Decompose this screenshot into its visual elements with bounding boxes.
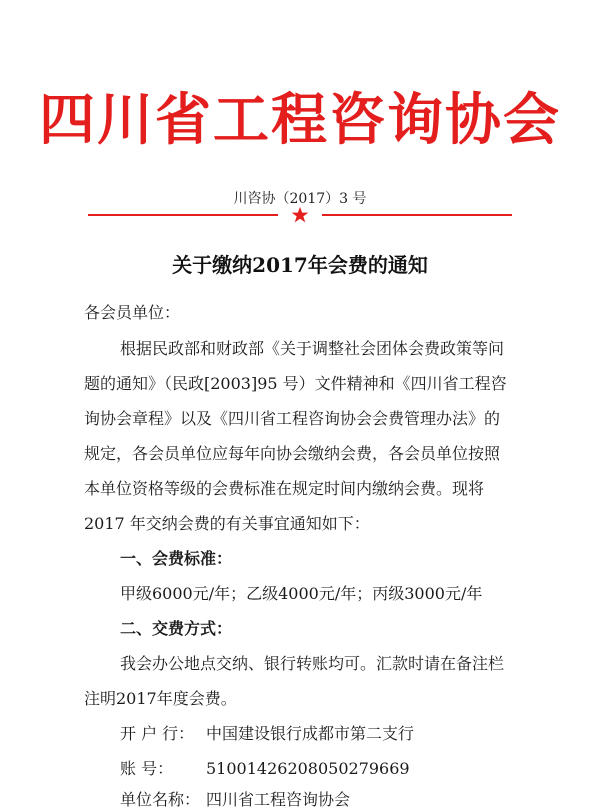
section-heading-fee-standard: 一、会费标准： [120,549,233,568]
payment-method-line: 注明2017年度会费。 [84,689,237,708]
star-icon [291,206,309,224]
header-divider [88,206,512,224]
bank-info-row [120,724,414,744]
unit-name-row [120,790,350,810]
organization-title: 四川省工程咨询协会 [39,87,561,153]
body-line: 2017 年交纳会费的有关事宜通知如下： [84,514,370,533]
salutation: 各会员单位： [84,303,181,322]
document-number: 川咨协（2017）3 号 [233,191,367,207]
account-label: 账 号： [120,759,174,778]
unit-label: 单位名称： [120,790,201,809]
account-info-row [120,759,410,779]
body-line: 题的通知》（民政[2003]95 号）文件精神和《四川省工程咨 [84,374,507,393]
section-heading-payment-method: 二、交费方式： [120,619,233,638]
body-line: 本单位资格等级的会费标准在规定时间内缴纳会费。现将 [84,479,485,498]
body-line: 根据民政部和财政部《关于调整社会团体会费政策等问 [120,339,505,358]
bank-label: 开 户 行： [120,724,195,743]
payment-method-line: 我会办公地点交纳、银行转账均可。汇款时请在备注栏 [120,654,505,673]
bank-value: 中国建设银行成都市第二支行 [206,724,415,743]
account-value: 51001426208050279669 [206,759,410,778]
body-line: 询协会章程》以及《四川省工程咨询协会会费管理办法》的 [84,409,501,428]
red-rule-left [88,214,278,216]
red-rule-right [322,214,512,216]
fee-standard-text: 甲级6000元/年；乙级4000元/年；丙级3000元/年 [120,584,483,603]
notice-title: 关于缴纳2017年会费的通知 [172,253,428,277]
unit-value: 四川省工程咨询协会 [206,790,351,809]
body-line: 规定，各会员单位应每年向协会缴纳会费，各会员单位按照 [84,444,501,463]
